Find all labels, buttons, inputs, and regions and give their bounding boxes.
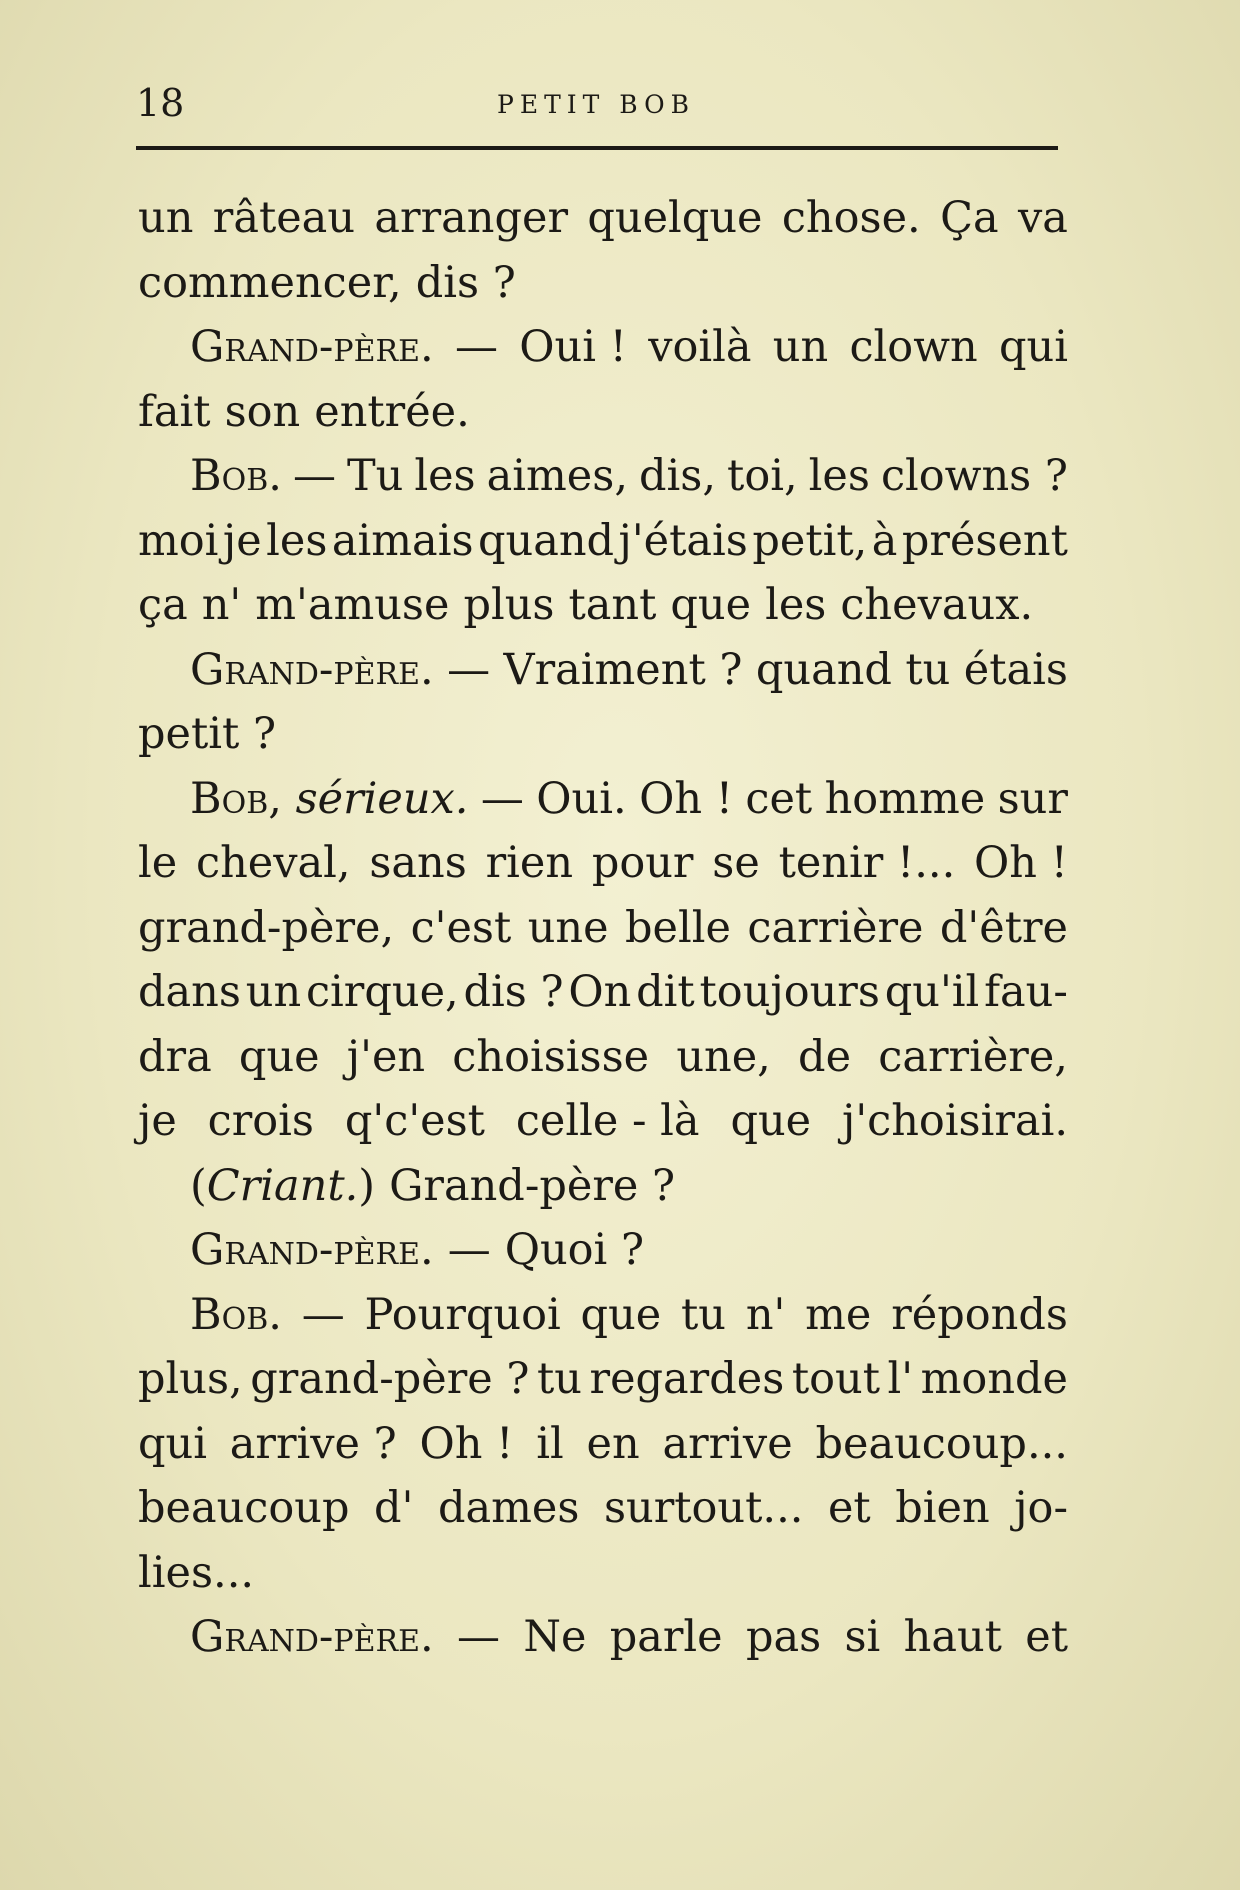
word: Oui.	[536, 773, 627, 824]
word: son	[224, 386, 301, 437]
text-line	[138, 638, 1068, 703]
word: j'choisirai.	[841, 1096, 1068, 1146]
word: n'	[745, 1289, 786, 1340]
word: —	[457, 1612, 500, 1662]
word: Pourquoi	[364, 1289, 561, 1340]
word: qui	[138, 1418, 207, 1469]
word: que	[238, 1031, 320, 1082]
word: aimes,	[486, 451, 628, 501]
word: —	[480, 773, 524, 824]
word: carrière,	[878, 1031, 1068, 1082]
word: quand	[477, 515, 615, 566]
word: tenir !...	[778, 838, 956, 888]
text-line	[138, 509, 1068, 574]
word: beaucoup...	[815, 1418, 1068, 1469]
word: que	[730, 1096, 812, 1146]
paren: )	[358, 1160, 376, 1211]
word: me	[805, 1289, 872, 1340]
speaker-group	[190, 767, 468, 832]
word: un	[772, 322, 829, 372]
text-line	[138, 573, 1068, 638]
speaker-name: Grand-père.	[190, 644, 434, 695]
word: moi	[138, 515, 219, 566]
word: dis,	[639, 451, 717, 501]
word: en	[586, 1418, 640, 1469]
word: je	[138, 1096, 177, 1146]
speaker-name: Bob,	[190, 773, 282, 824]
text-line	[138, 767, 1068, 832]
word: carrière	[747, 902, 924, 953]
word: dra	[138, 1031, 212, 1082]
word: arrive	[662, 1418, 793, 1469]
word: m'amuse	[255, 580, 450, 630]
word: Oh !	[419, 1418, 514, 1469]
text-line	[138, 831, 1068, 896]
word: d'être	[939, 902, 1068, 953]
text-line	[138, 251, 1068, 316]
word: qui	[998, 322, 1068, 372]
word: lies...	[138, 1547, 255, 1598]
word: pour	[591, 838, 694, 888]
word: cet	[745, 773, 813, 824]
word: se	[712, 838, 760, 888]
text-line	[138, 702, 1068, 767]
speaker-name: Bob.	[190, 1289, 282, 1340]
text-line	[138, 444, 1068, 509]
word: Quoi ?	[504, 1225, 644, 1275]
word: haut	[903, 1612, 1002, 1662]
word: choisisse	[452, 1031, 650, 1082]
word: ça	[138, 580, 188, 630]
word: dans	[138, 967, 241, 1017]
word: une	[527, 902, 609, 953]
word: que	[580, 1289, 662, 1340]
word: les	[414, 451, 476, 501]
word: bien	[895, 1483, 990, 1533]
word: —	[292, 451, 336, 501]
word: grand-père ?	[250, 1354, 530, 1404]
text-line	[138, 1605, 1068, 1670]
word: plus,	[138, 1354, 243, 1404]
word: tu	[905, 644, 951, 695]
word: commencer,	[138, 257, 402, 308]
page-number: 18	[136, 81, 185, 125]
word: sur	[997, 773, 1068, 824]
word: et	[1025, 1612, 1068, 1662]
text-line	[138, 1412, 1068, 1477]
word: il	[536, 1418, 564, 1469]
word: sans	[369, 838, 467, 888]
word: arranger	[374, 193, 568, 243]
word: Oh !	[974, 838, 1068, 888]
text-line	[138, 186, 1068, 251]
word: va	[1018, 193, 1068, 243]
word: fau-	[984, 967, 1068, 1017]
header-rule	[136, 146, 1058, 150]
text-line	[138, 1541, 1068, 1606]
word: petit,	[752, 515, 868, 566]
stage-group	[190, 1154, 375, 1219]
word: —	[454, 322, 498, 372]
page-header	[136, 78, 1056, 128]
word: Grand-père ?	[389, 1160, 676, 1211]
word: homme	[824, 773, 986, 824]
text-line	[138, 1283, 1068, 1348]
speaker-name: Grand-père.	[190, 1225, 434, 1275]
speaker-name: Bob.	[190, 451, 282, 501]
word: dis ?	[463, 967, 564, 1017]
word: étais	[963, 644, 1068, 695]
word: réponds	[891, 1289, 1068, 1340]
speaker-name: Grand-père.	[190, 322, 434, 372]
word: fait	[138, 386, 211, 437]
word: un	[138, 193, 194, 243]
word: quand	[755, 644, 892, 695]
stage-direction: sérieux.	[295, 773, 469, 824]
word: Oh !	[639, 773, 733, 824]
word: belle	[625, 902, 731, 953]
word: je	[222, 515, 262, 566]
word: chevaux.	[840, 580, 1034, 630]
word: —	[447, 644, 491, 695]
word: j'étais	[618, 515, 748, 566]
text-line	[138, 315, 1068, 380]
word: dis ?	[415, 257, 516, 308]
word: dit	[636, 967, 695, 1017]
text-line	[138, 1347, 1068, 1412]
word: Ça	[940, 193, 999, 243]
word: dames	[437, 1483, 580, 1533]
word: râteau	[212, 193, 356, 243]
word: Vraiment ?	[503, 644, 743, 695]
text-line	[138, 1089, 1068, 1154]
word: pas	[745, 1612, 822, 1662]
word: surtout...	[603, 1483, 804, 1533]
word: et	[827, 1483, 871, 1533]
word: aimais	[331, 515, 474, 566]
word: chose.	[781, 193, 921, 243]
text-line	[138, 960, 1068, 1025]
running-title: PETIT BOB	[497, 90, 695, 119]
word: un	[245, 967, 302, 1017]
word: le	[138, 838, 178, 888]
word: cheval,	[195, 838, 351, 888]
word: arrive ?	[229, 1418, 397, 1469]
word: cirque,	[305, 967, 459, 1017]
word: les	[808, 451, 870, 501]
word: toi,	[727, 451, 798, 501]
word: voilà	[648, 322, 752, 372]
word: —	[447, 1225, 491, 1275]
text-line	[138, 1154, 1068, 1219]
word: monde	[920, 1354, 1068, 1404]
word: tout	[791, 1354, 880, 1404]
word: celle - là	[515, 1096, 700, 1146]
word: d'	[374, 1483, 414, 1533]
word: Oui !	[519, 322, 627, 372]
word: quelque	[587, 193, 763, 243]
word: à	[871, 515, 898, 566]
word: qu'il	[884, 967, 980, 1017]
word: une,	[676, 1031, 771, 1082]
word: l'	[887, 1354, 914, 1404]
word: de	[798, 1031, 852, 1082]
word: c'est	[410, 902, 512, 953]
speaker-name: Grand-père.	[190, 1612, 434, 1662]
text-line	[138, 1476, 1068, 1541]
word: plus	[463, 580, 555, 630]
word: tant	[568, 580, 657, 630]
stage-direction: Criant.	[206, 1160, 359, 1211]
word: crois	[207, 1096, 315, 1146]
text-line	[138, 896, 1068, 961]
word: —	[301, 1289, 345, 1340]
word: tu	[681, 1289, 727, 1340]
word: j'en	[346, 1031, 426, 1082]
word: parle	[609, 1612, 723, 1662]
word: jo-	[1014, 1483, 1068, 1533]
word: On	[568, 967, 632, 1017]
text-line	[138, 380, 1068, 445]
word: Tu	[346, 451, 404, 501]
word: si	[844, 1612, 881, 1662]
word: que	[670, 580, 752, 630]
word: les	[765, 580, 827, 630]
word: clown	[849, 322, 978, 372]
word: q'c'est	[344, 1096, 485, 1146]
word: tu	[536, 1354, 582, 1404]
paren: (	[190, 1160, 207, 1211]
word: entrée.	[314, 386, 470, 437]
word: les	[266, 515, 328, 566]
word: petit ?	[138, 709, 277, 759]
text-line	[138, 1218, 1068, 1283]
word: beaucoup	[138, 1483, 350, 1533]
word: rien	[485, 838, 574, 888]
word: grand-père,	[138, 902, 395, 953]
word: toujours	[699, 967, 880, 1017]
body-text	[138, 186, 1068, 1670]
word: n'	[201, 580, 242, 630]
word: regardes	[589, 1354, 785, 1404]
word: clowns ?	[880, 451, 1068, 501]
word: présent	[901, 515, 1068, 566]
word: Ne	[523, 1612, 587, 1662]
text-line	[138, 1025, 1068, 1090]
